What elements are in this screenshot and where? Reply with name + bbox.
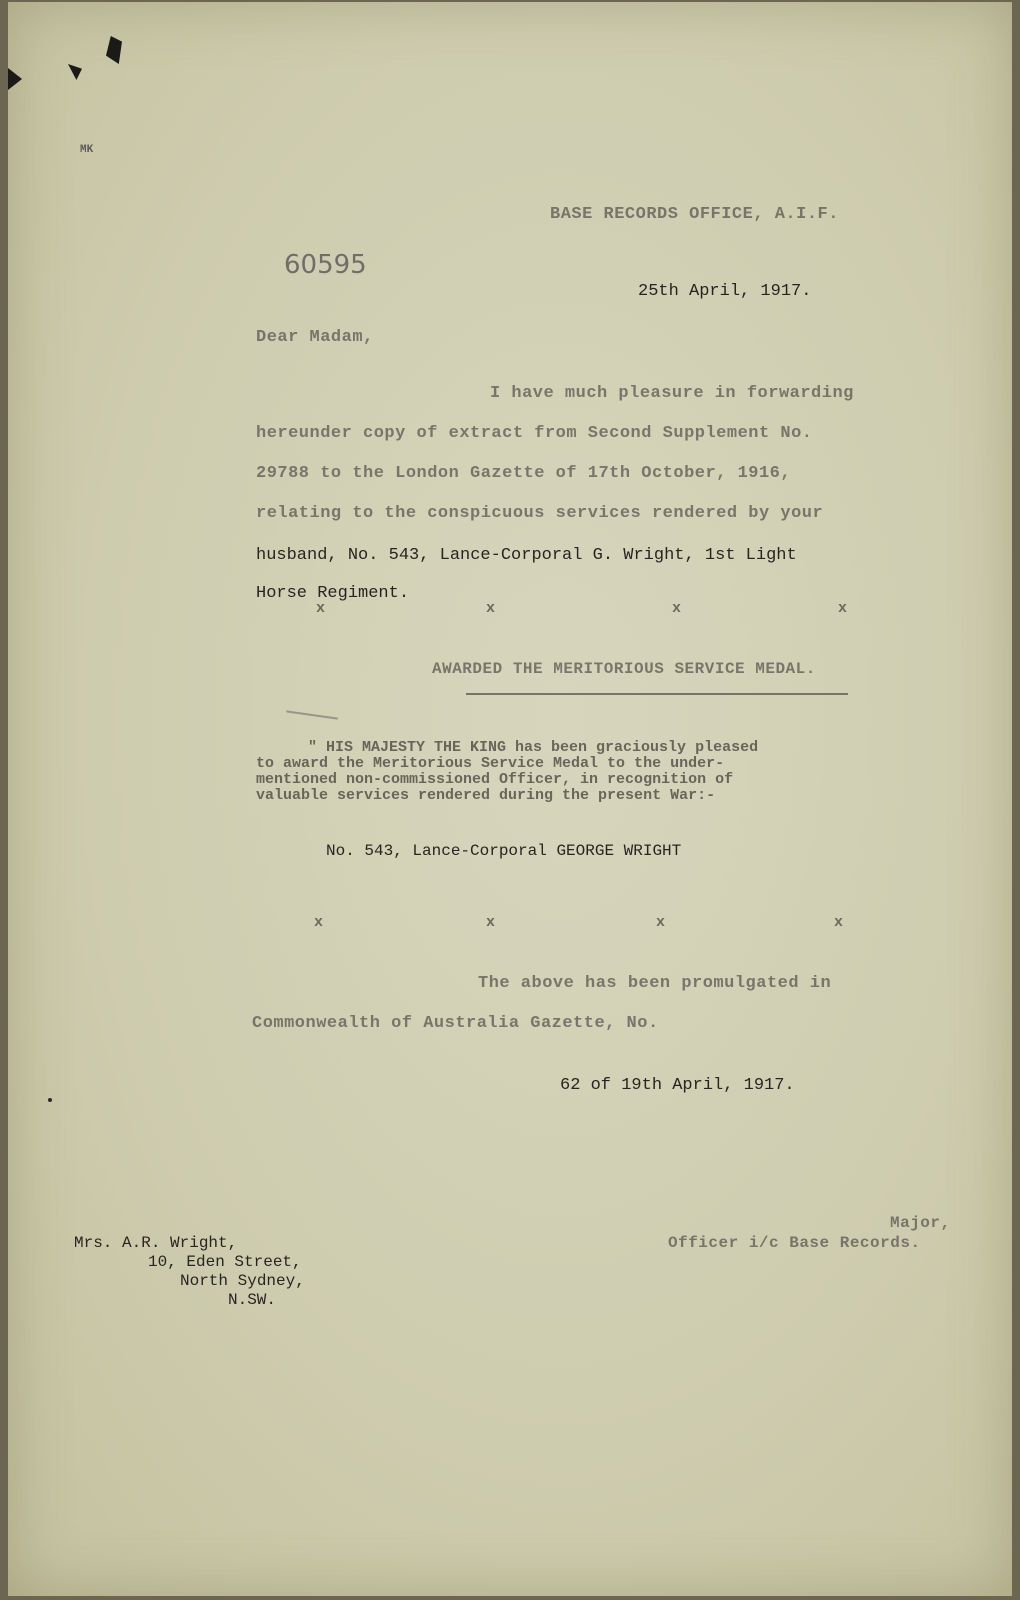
torn-corner-hole	[68, 64, 82, 80]
separator-x-mark: x	[486, 600, 496, 617]
separator-x-mark: x	[316, 600, 326, 617]
promulgation-line: The above has been promulgated in	[478, 974, 832, 993]
body-line: relating to the conspicuous services rendered by your	[256, 504, 824, 523]
body-line: I have much pleasure in forwarding	[490, 384, 854, 403]
separator-x-mark: x	[314, 914, 324, 931]
addressee-line: North Sydney,	[180, 1272, 305, 1290]
separator-x-mark: x	[834, 914, 844, 931]
file-number-stamp: 60595	[284, 250, 367, 280]
citation-line: valuable services rendered during the present War:-	[256, 787, 716, 804]
body-line: husband, No. 543, Lance-Corporal G. Wright, 1st Light	[256, 546, 797, 565]
separator-x-mark: x	[486, 914, 496, 931]
signature-title: Officer i/c Base Records.	[668, 1234, 921, 1252]
addressee-line: N.SW.	[228, 1291, 277, 1309]
promulgation-line: Commonwealth of Australia Gazette, No.	[252, 1014, 659, 1033]
award-heading: AWARDED THE MERITORIOUS SERVICE MEDAL.	[432, 660, 816, 678]
office-heading: BASE RECORDS OFFICE, A.I.F.	[550, 205, 839, 224]
addressee-line: Mrs. A.R. Wright,	[74, 1234, 238, 1252]
body-line: 29788 to the London Gazette of 17th October, 1916,	[256, 464, 792, 483]
body-line: hereunder copy of extract from Second Supplement No.	[256, 424, 813, 443]
addressee-line: 10, Eden Street,	[148, 1253, 302, 1271]
torn-corner-hole	[8, 68, 22, 90]
salutation: Dear Madam,	[256, 328, 374, 347]
separator-x-mark: x	[838, 600, 848, 617]
document-page	[8, 2, 1012, 1596]
pencil-stroke	[286, 710, 338, 719]
recipient-line: No. 543, Lance-Corporal GEORGE WRIGHT	[326, 842, 682, 860]
torn-corner-hole	[106, 36, 122, 64]
signature-rank: Major,	[890, 1214, 951, 1232]
separator-x-mark: x	[656, 914, 666, 931]
citation-line: to award the Meritorious Service Medal to the under-	[256, 755, 725, 772]
letter-date: 25th April, 1917.	[638, 282, 812, 301]
citation-line: " HIS MAJESTY THE KING has been graciously pleased	[308, 739, 759, 756]
body-line: Horse Regiment.	[256, 584, 410, 603]
corner-mark: MK	[80, 144, 94, 156]
separator-x-mark: x	[672, 600, 682, 617]
promulgation-line: 62 of 19th April, 1917.	[560, 1076, 795, 1095]
paper-speck	[48, 1098, 52, 1102]
citation-line: mentioned non-commissioned Officer, in recognition of	[256, 771, 734, 788]
award-heading-underline	[466, 693, 848, 695]
